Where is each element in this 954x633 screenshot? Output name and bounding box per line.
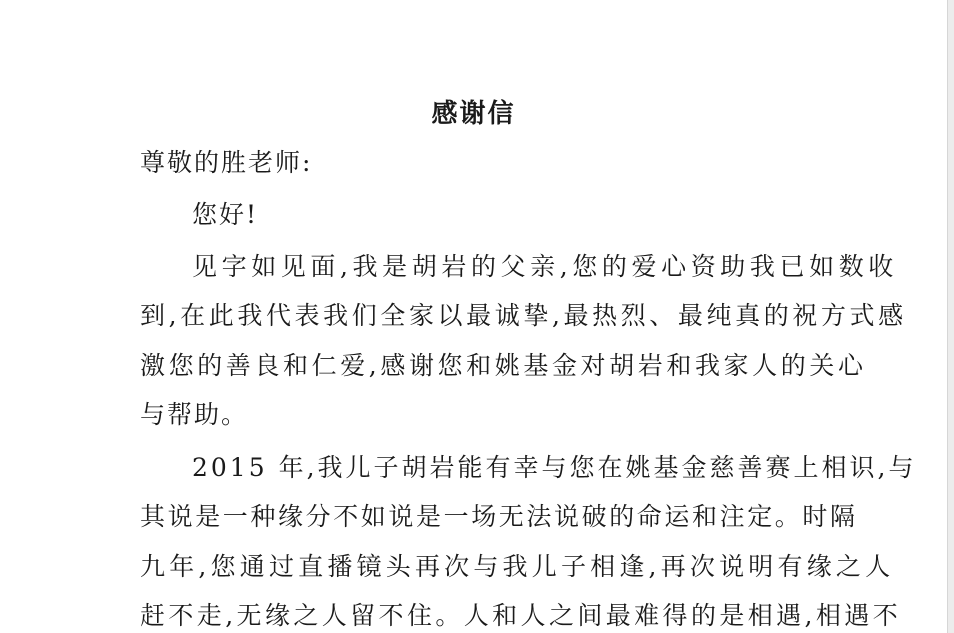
letter-line-4: 与帮助。 <box>140 400 249 429</box>
letter-line-6: 其说是一种缘分不如说是一场无法说破的命运和注定。时隔 <box>140 502 858 531</box>
letter-title: 感谢信 <box>431 99 516 129</box>
letter-greeting: 您好! <box>192 200 259 229</box>
letter-line-8: 赶不走,无缘之人留不住。人和人之间最难得的是相遇,相遇不 <box>140 601 902 630</box>
letter-line-1: 见字如见面,我是胡岩的父亲,您的爱心资助我已如数收 <box>192 252 898 281</box>
letter-line-5: 2015 年,我儿子胡岩能有幸与您在姚基金慈善赛上相识,与 <box>192 453 917 482</box>
letter-line-3: 激您的善良和仁爱,感谢您和姚基金对胡岩和我家人的关心 <box>140 351 867 380</box>
letter-line-2: 到,在此我代表我们全家以最诚挚,最热烈、最纯真的祝方式感 <box>140 301 907 330</box>
letter-line-7: 九年,您通过直播镜头再次与我儿子相逢,再次说明有缘之人 <box>140 552 895 581</box>
vertical-scrollbar[interactable] <box>947 0 954 633</box>
letter-salutation: 尊敬的胜老师: <box>140 148 313 177</box>
